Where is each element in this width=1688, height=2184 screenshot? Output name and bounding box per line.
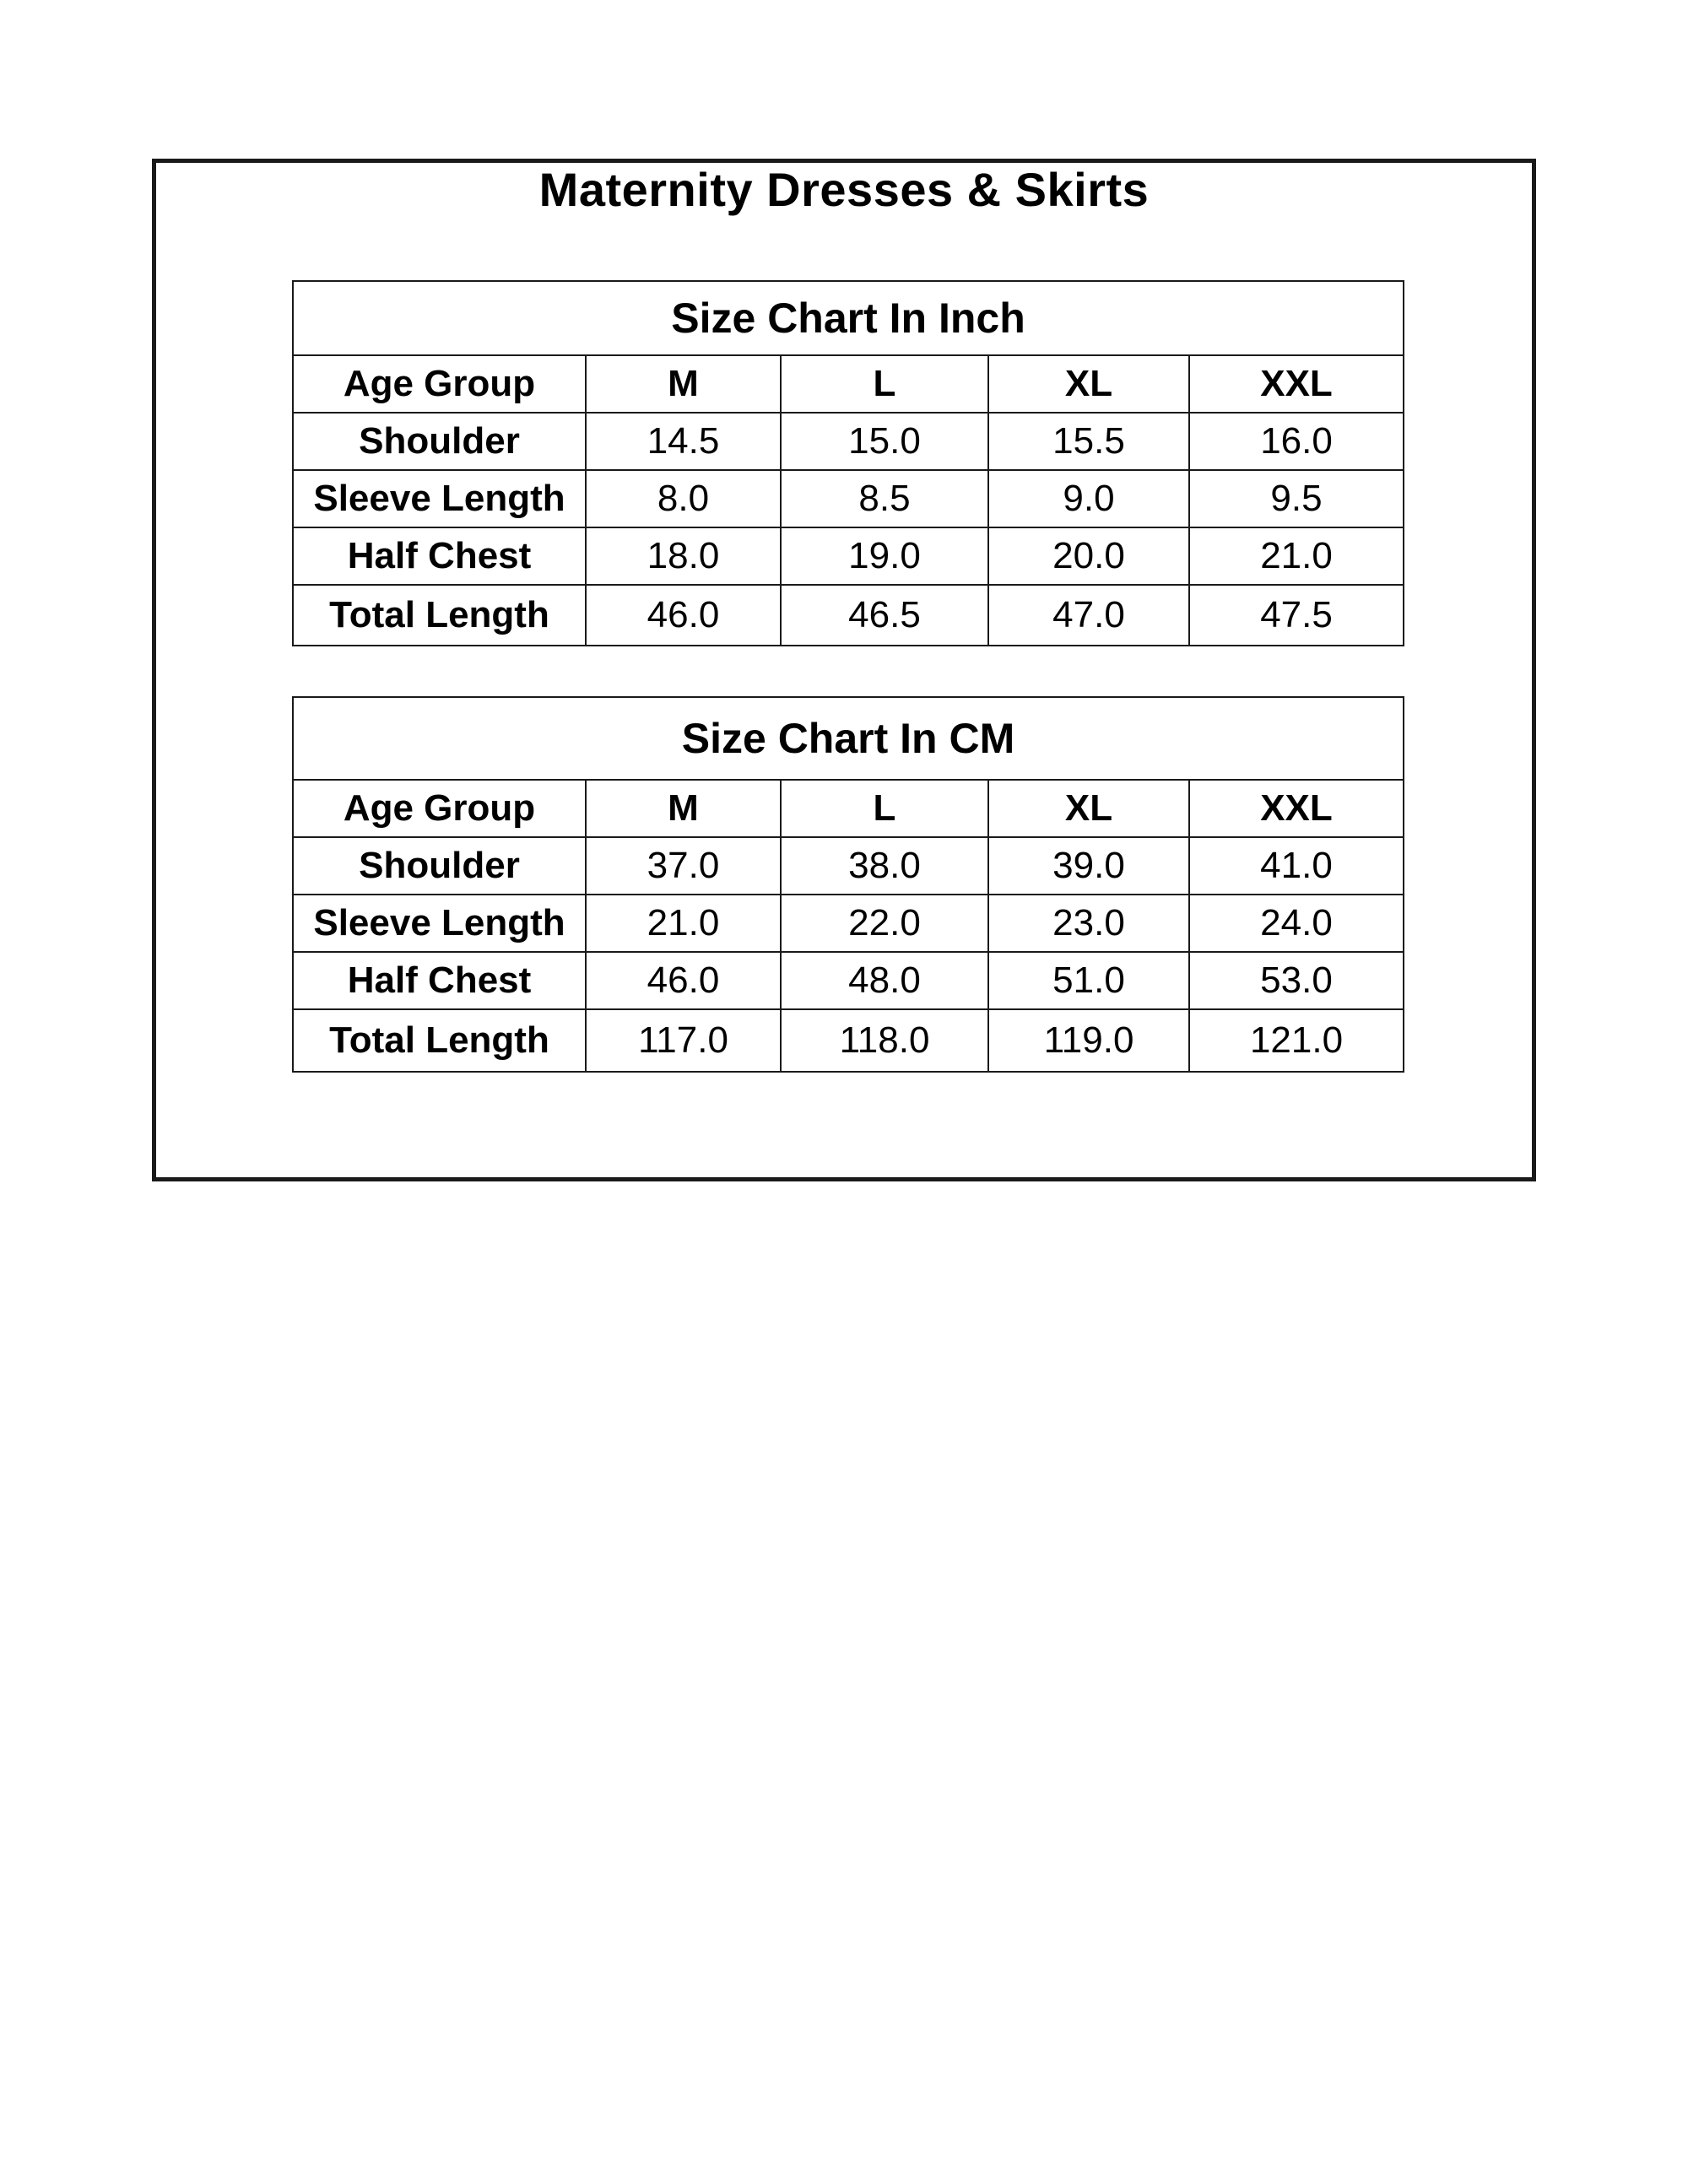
table-cell: 14.5: [586, 413, 781, 470]
table-cell: 41.0: [1189, 837, 1404, 895]
table-row: [293, 585, 1404, 646]
table-cell: 24.0: [1189, 895, 1404, 952]
table-cell: 53.0: [1189, 952, 1404, 1009]
column-header: M: [586, 355, 781, 413]
table-cell: 15.0: [781, 413, 988, 470]
table-cell: 21.0: [1189, 527, 1404, 585]
table-caption: Size Chart In CM: [293, 697, 1404, 780]
table-cell: 39.0: [988, 837, 1189, 895]
row-label: Total Length: [293, 585, 586, 646]
table-cell: 46.0: [586, 952, 781, 1009]
table-row: [293, 895, 1404, 952]
table-caption: Size Chart In Inch: [293, 281, 1404, 355]
row-label: Total Length: [293, 1009, 586, 1072]
column-header: XL: [988, 355, 1189, 413]
size-chart-inch-table: [292, 280, 1404, 646]
table-cell: 22.0: [781, 895, 988, 952]
table-cell: 9.5: [1189, 470, 1404, 527]
column-header: Age Group: [293, 355, 586, 413]
table-cell: 37.0: [586, 837, 781, 895]
table-cell: 118.0: [781, 1009, 988, 1072]
table-cell: 47.0: [988, 585, 1189, 646]
column-header: XL: [988, 780, 1189, 837]
table-cell: 15.5: [988, 413, 1189, 470]
row-label: Sleeve Length: [293, 895, 586, 952]
table-row: [293, 1009, 1404, 1072]
table-cell: 117.0: [586, 1009, 781, 1072]
column-header: M: [586, 780, 781, 837]
table-cell: 47.5: [1189, 585, 1404, 646]
document-title: Maternity Dresses & Skirts: [538, 163, 1150, 216]
table-cell: 119.0: [988, 1009, 1189, 1072]
table-cell: 9.0: [988, 470, 1189, 527]
table-cell: 51.0: [988, 952, 1189, 1009]
row-label: Shoulder: [293, 837, 586, 895]
row-label: Half Chest: [293, 952, 586, 1009]
table-row: [293, 470, 1404, 527]
column-header: XXL: [1189, 355, 1404, 413]
table-cell: 19.0: [781, 527, 988, 585]
table-cell: 18.0: [586, 527, 781, 585]
table-row: [293, 527, 1404, 585]
row-label: Shoulder: [293, 413, 586, 470]
column-header: L: [781, 355, 988, 413]
table-cell: 16.0: [1189, 413, 1404, 470]
table-cell: 48.0: [781, 952, 988, 1009]
table-cell: 20.0: [988, 527, 1189, 585]
table-cell: 23.0: [988, 895, 1189, 952]
table-cell: 38.0: [781, 837, 988, 895]
table-cell: 46.5: [781, 585, 988, 646]
table-cell: 8.5: [781, 470, 988, 527]
size-chart-cm-table: [292, 696, 1404, 1073]
column-header: Age Group: [293, 780, 586, 837]
table-row: [293, 837, 1404, 895]
table-cell: 8.0: [586, 470, 781, 527]
column-header: XXL: [1189, 780, 1404, 837]
table-cell: 21.0: [586, 895, 781, 952]
row-label: Sleeve Length: [293, 470, 586, 527]
row-label: Half Chest: [293, 527, 586, 585]
table-cell: 121.0: [1189, 1009, 1404, 1072]
table-cell: 46.0: [586, 585, 781, 646]
column-header: L: [781, 780, 988, 837]
table-row: [293, 952, 1404, 1009]
table-row: [293, 413, 1404, 470]
